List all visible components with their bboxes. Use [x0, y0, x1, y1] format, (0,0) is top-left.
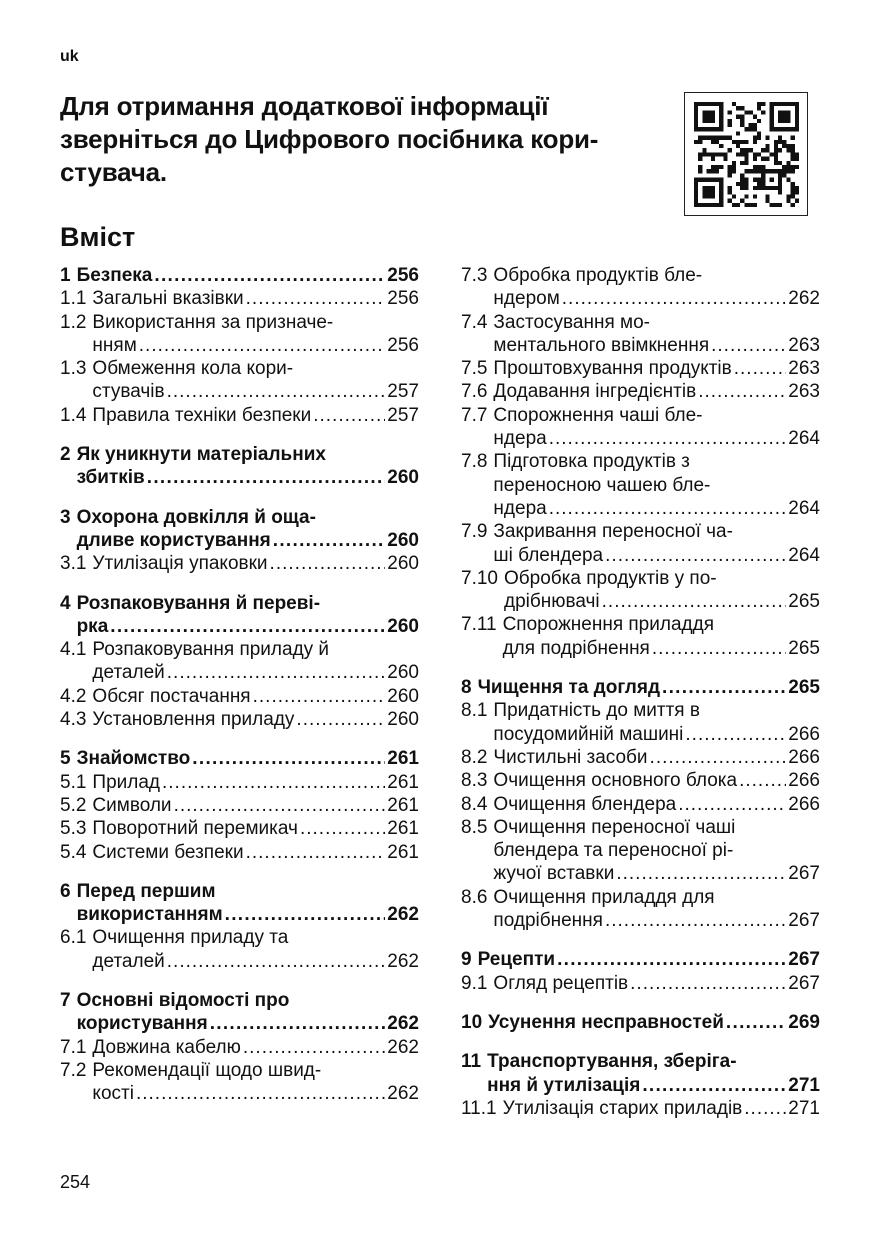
toc-entry-page: 264 — [788, 428, 820, 450]
dot-leader — [246, 841, 386, 864]
toc-entry-page: 260 — [387, 685, 419, 707]
toc-entry — [60, 1059, 419, 1106]
toc-entry-number: 8 — [461, 677, 472, 699]
toc-entry-page: 267 — [788, 910, 820, 932]
toc-entry — [461, 613, 820, 660]
toc-entry-text: деталей — [92, 662, 165, 684]
dot-leader — [313, 404, 385, 427]
language-code: uk — [60, 48, 79, 65]
toc-entry-page: 261 — [387, 818, 419, 840]
toc-entry — [461, 948, 820, 971]
toc-entry-number: 8.5 — [461, 816, 488, 838]
toc-entry-text: стувачів — [92, 381, 165, 403]
toc-entry — [60, 638, 419, 685]
toc-entry-page: 256 — [387, 334, 419, 356]
toc-entry — [60, 1036, 419, 1059]
toc-entry — [60, 287, 419, 310]
toc-entry-text: для подрібнення — [502, 637, 650, 659]
toc-entry-text: Правила техніки безпеки — [92, 404, 312, 426]
toc-entry-page: 269 — [788, 1011, 820, 1033]
toc-entry — [60, 989, 419, 1036]
dot-leader — [174, 794, 386, 817]
toc-entry-text: нням — [92, 334, 137, 356]
toc-entry-text: кості — [92, 1083, 134, 1105]
dot-leader — [726, 1011, 786, 1034]
toc-entry-number: 7.9 — [461, 521, 488, 543]
dot-leader — [557, 948, 786, 971]
toc-entry-number: 9.1 — [461, 972, 488, 994]
dot-leader — [662, 676, 786, 699]
toc-entry-number: 1.3 — [60, 358, 87, 380]
toc-entry-page: 271 — [788, 1097, 820, 1119]
toc-entry-number: 2 — [60, 444, 71, 466]
toc-entry — [60, 817, 419, 840]
toc-entry-number: 6.1 — [60, 927, 87, 949]
dot-leader — [602, 590, 787, 613]
toc-entry-number: 4.3 — [60, 709, 87, 731]
toc-entry-text: Основні відомості про — [76, 990, 290, 1012]
toc-entry-text: Очищення приладдя для — [493, 886, 715, 908]
toc-entry-text: користування — [76, 1013, 208, 1035]
toc-entry-number: 8.2 — [461, 746, 488, 768]
toc-entry-page: 265 — [788, 677, 820, 699]
toc-entry-text: Очищення приладу та — [92, 927, 289, 949]
toc-column-right — [461, 264, 820, 1120]
toc-entry-page: 260 — [387, 553, 419, 575]
toc-entry-text: Застосування мо- — [493, 311, 650, 333]
dot-leader — [210, 1012, 386, 1035]
toc-entry-page: 262 — [387, 1036, 419, 1058]
toc-entry-text: Обсяг постачання — [92, 685, 251, 707]
dot-leader — [147, 466, 386, 489]
toc-entry-page: 266 — [788, 793, 820, 815]
toc-entry — [461, 886, 820, 933]
toc-entry-number: 5.2 — [60, 794, 87, 816]
toc-entry-text: Обробка продуктів бле- — [493, 265, 703, 286]
qr-code-icon — [684, 92, 808, 216]
dot-leader — [698, 380, 786, 403]
toc-entry-page: 266 — [788, 723, 820, 745]
toc-entry-number: 4.1 — [60, 639, 87, 661]
toc-entry-text: дрібнювачі — [503, 591, 600, 613]
toc-entry-page: 267 — [788, 949, 820, 971]
toc-entry-text: збитків — [76, 467, 145, 489]
toc-entry-text: Безпека — [76, 265, 153, 286]
toc-entry — [60, 685, 419, 708]
dot-leader — [744, 1097, 786, 1120]
toc-entry — [461, 676, 820, 699]
dot-leader — [562, 287, 787, 310]
toc-entry-page: 261 — [387, 841, 419, 863]
toc-entry — [461, 769, 820, 792]
dot-leader — [167, 380, 386, 403]
dot-leader — [630, 972, 786, 995]
toc-entry-text: посудомийній машині — [493, 723, 684, 745]
dot-leader — [253, 685, 386, 708]
toc-entry-page: 271 — [788, 1074, 820, 1096]
toc-entry-number: 7.11 — [461, 614, 497, 636]
dot-leader — [734, 357, 787, 380]
dot-leader — [192, 747, 385, 770]
toc-entry-text: ння й утилізація — [487, 1074, 641, 1096]
toc-entry-text: Закривання переносної ча- — [493, 521, 733, 543]
toc-entry — [461, 699, 820, 746]
toc-column-left — [60, 264, 419, 1106]
toc-entry-number: 8.4 — [461, 793, 488, 815]
toc-entry — [60, 926, 419, 973]
toc-entry-page: 266 — [788, 746, 820, 768]
dot-leader — [605, 909, 786, 932]
toc-entry — [60, 443, 419, 490]
toc-entry-text: Утилізація упаковки — [92, 553, 268, 575]
toc-entry-number: 8.3 — [461, 770, 488, 792]
toc-entry-page: 262 — [387, 950, 419, 972]
toc-entry-text: Як уникнути матеріальних — [76, 444, 326, 466]
toc-entry-number: 5 — [60, 748, 71, 770]
toc-entry-text: використанням — [76, 904, 223, 926]
toc-entry-text: Довжина кабелю — [92, 1036, 241, 1058]
toc-entry-text: деталей — [92, 950, 165, 972]
toc-entry-text: Поворотний перемикач — [92, 818, 298, 840]
toc-entry-page: 262 — [387, 1083, 419, 1105]
toc-entry-text: Придатність до миття в — [493, 700, 700, 722]
toc-entry-page: 260 — [387, 709, 419, 731]
toc-entry — [60, 880, 419, 927]
toc-entry-text: Спорожнення приладдя — [502, 614, 714, 636]
toc-entry — [461, 746, 820, 769]
toc-entry-text: переносною чашею бле- — [493, 474, 711, 496]
toc-entry-page: 261 — [387, 794, 419, 816]
toc-entry-number: 3 — [60, 506, 71, 528]
toc-entry-text: Очищення блендера — [493, 793, 677, 815]
toc-entry-number: 5.4 — [60, 841, 87, 863]
qr-code-pattern — [694, 102, 799, 207]
dot-leader — [549, 427, 787, 450]
dot-leader — [167, 661, 386, 684]
toc-entry-number: 11 — [461, 1051, 482, 1073]
toc-entry-text: Розпаковування й переві- — [76, 592, 321, 614]
toc-entry — [60, 506, 419, 553]
dot-leader — [650, 746, 787, 769]
toc-entry-page: 257 — [387, 404, 419, 426]
dot-leader — [739, 769, 786, 792]
toc-entry-number: 3.1 — [60, 553, 87, 575]
toc-entry-page: 257 — [387, 381, 419, 403]
toc-entry-page: 261 — [387, 771, 419, 793]
page-number: 254 — [60, 1172, 91, 1192]
toc-entry-page: 261 — [387, 748, 419, 770]
toc-entry-text: блендера та переносної рі- — [493, 840, 734, 862]
toc-entry-number: 1.2 — [60, 311, 87, 333]
toc-entry-text: Обробка продуктів у по- — [503, 567, 717, 589]
toc-entry-text: ндера — [493, 497, 547, 519]
toc-entry-text: Підготовка продуктів з — [493, 451, 690, 473]
toc-entry-text: Усунення несправностей — [488, 1011, 724, 1033]
dot-leader — [154, 264, 385, 287]
toc-entry — [461, 816, 820, 886]
toc-entry-text: Символи — [92, 794, 172, 816]
toc-entry-number: 7.1 — [60, 1036, 87, 1058]
toc-entry — [60, 404, 419, 427]
toc-entry — [461, 264, 820, 311]
toc-entry-text: Прилад — [92, 771, 160, 793]
toc-entry — [461, 450, 820, 520]
toc-entry — [461, 520, 820, 567]
toc-entry-page: 263 — [788, 381, 820, 403]
dot-leader — [110, 615, 385, 638]
toc-entry-page: 256 — [387, 265, 419, 286]
toc-entry-page: 265 — [788, 637, 820, 659]
toc-entry-page: 264 — [788, 497, 820, 519]
dot-leader — [296, 708, 385, 731]
headline-line: стувача. — [60, 157, 167, 187]
toc-entry-text: Використання за призначе- — [92, 311, 334, 333]
toc-entry-page: 262 — [788, 288, 820, 310]
toc-title: Вміст — [60, 222, 136, 252]
toc-entry-text: Огляд рецептів — [493, 972, 629, 994]
toc-entry — [60, 794, 419, 817]
toc-entry-number: 5.1 — [60, 771, 87, 793]
dot-leader — [225, 903, 386, 926]
dot-leader — [270, 552, 386, 575]
dot-leader — [273, 529, 386, 552]
toc-entry-number: 7.10 — [461, 567, 498, 589]
toc-entry-text: Чистильні засоби — [493, 746, 648, 768]
dot-leader — [616, 862, 786, 885]
toc-entry-text: ші блендера — [493, 544, 604, 566]
dot-leader — [685, 723, 786, 746]
headline-line: зверніться до Цифрового посібника кори- — [60, 124, 599, 154]
toc-entry — [60, 311, 419, 358]
dot-leader — [642, 1074, 786, 1097]
toc-entry — [60, 771, 419, 794]
toc-entry — [461, 1097, 820, 1120]
toc-entry-text: дливе користування — [76, 529, 271, 551]
toc-entry-text: Рецепти — [477, 949, 556, 971]
dot-leader — [652, 637, 786, 660]
toc-entry-text: подрібнення — [493, 910, 603, 932]
dot-leader — [162, 771, 385, 794]
toc-entry-page: 256 — [387, 288, 419, 310]
dot-leader — [167, 950, 386, 973]
toc-entry-page: 264 — [788, 544, 820, 566]
dot-leader — [678, 793, 786, 816]
toc-entry — [60, 264, 419, 287]
toc-entry-number: 1.4 — [60, 404, 87, 426]
toc-entry — [60, 357, 419, 404]
toc-entry — [461, 1050, 820, 1097]
toc-entry-page: 262 — [387, 904, 419, 926]
headline-line: Для отримання додаткової інформації — [60, 91, 549, 121]
toc-entry-number: 11.1 — [461, 1097, 497, 1119]
toc-entry-text: Рекомендації щодо швид- — [92, 1059, 322, 1081]
toc-entry — [60, 747, 419, 770]
toc-entry-number: 9 — [461, 949, 472, 971]
toc-entry-text: Очищення переносної чаші — [493, 816, 736, 838]
toc-entry — [461, 311, 820, 358]
toc-entry-text: Транспортування, зберіга- — [487, 1051, 737, 1073]
toc-entry — [461, 793, 820, 816]
toc-entry-number: 5.3 — [60, 818, 87, 840]
dot-leader — [605, 544, 786, 567]
toc-entry-number: 1.1 — [60, 288, 87, 310]
toc-entry-number: 6 — [60, 880, 71, 902]
toc-entry-page: 260 — [387, 529, 419, 551]
toc-entry-number: 4 — [60, 592, 71, 614]
toc-entry-number: 8.6 — [461, 886, 488, 908]
toc-entry-text: ндера — [493, 428, 547, 450]
toc-entry-text: Загальні вказівки — [92, 288, 244, 310]
toc-entry — [461, 972, 820, 995]
toc-entry-number: 8.1 — [461, 700, 488, 722]
toc-entry — [461, 357, 820, 380]
toc-entry-text: рка — [76, 615, 109, 637]
toc-entry-text: Чищення та догляд — [477, 677, 660, 699]
toc-entry-page: 260 — [387, 662, 419, 684]
toc-entry-number: 7.5 — [461, 358, 488, 380]
toc-entry-text: Охорона довкілля й оща- — [76, 506, 316, 528]
toc-entry — [461, 1011, 820, 1034]
toc-entry-page: 267 — [788, 972, 820, 994]
toc-entry-text: Утилізація старих приладів — [502, 1097, 743, 1119]
toc-entry-page: 265 — [788, 591, 820, 613]
toc-entry-number: 7 — [60, 990, 71, 1012]
dot-leader — [136, 1082, 385, 1105]
toc-entry — [461, 380, 820, 403]
toc-entry — [461, 567, 820, 614]
toc-entry-number: 7.4 — [461, 311, 488, 333]
toc-entry — [60, 592, 419, 639]
toc-entry-page: 263 — [788, 358, 820, 380]
toc-entry-number: 10 — [461, 1011, 483, 1033]
toc-entry-text: ментального ввімкнення — [493, 334, 710, 356]
toc-entry-text: ндером — [493, 288, 560, 310]
toc-entry-number: 4.2 — [60, 685, 87, 707]
toc-entry-text: Перед першим — [76, 880, 216, 902]
toc-entry — [60, 841, 419, 864]
dot-leader — [300, 817, 385, 840]
toc-entry-text: Додавання інгредієнтів — [493, 381, 697, 403]
toc-entry-text: Знайомство — [76, 748, 191, 770]
dot-leader — [711, 334, 786, 357]
toc-entry-number: 7.7 — [461, 404, 488, 426]
toc-entry-text: Установлення приладу — [92, 709, 295, 731]
dot-leader — [549, 497, 787, 520]
toc-entry-text: Проштовхування продуктів — [493, 358, 732, 380]
toc-entry-text: Розпаковування приладу й — [92, 639, 330, 661]
toc-entry — [461, 404, 820, 451]
toc-entry-page: 260 — [387, 467, 419, 489]
toc-entry-page: 262 — [387, 1013, 419, 1035]
toc-entry — [60, 708, 419, 731]
toc-entry-text: жучої вставки — [493, 863, 615, 885]
toc-entry-page: 260 — [387, 615, 419, 637]
headline — [60, 90, 680, 189]
toc-entry-number: 7.8 — [461, 451, 488, 473]
toc-entry-text: Системи безпеки — [92, 841, 244, 863]
toc-entry-number: 1 — [60, 265, 71, 286]
toc-entry — [60, 552, 419, 575]
dot-leader — [243, 1036, 385, 1059]
toc-entry-text: Спорожнення чаші бле- — [493, 404, 703, 426]
toc-entry-text: Обмеження кола кори- — [92, 358, 294, 380]
toc-entry-page: 266 — [788, 770, 820, 792]
dot-leader — [139, 334, 386, 357]
toc-entry-number: 7.6 — [461, 381, 488, 403]
toc-entry-number: 7.2 — [60, 1059, 87, 1081]
dot-leader — [246, 287, 386, 310]
toc-entry-number: 7.3 — [461, 265, 488, 286]
toc-entry-page: 267 — [788, 863, 820, 885]
toc-entry-text: Очищення основного блока — [493, 770, 738, 792]
toc-entry-page: 263 — [788, 334, 820, 356]
